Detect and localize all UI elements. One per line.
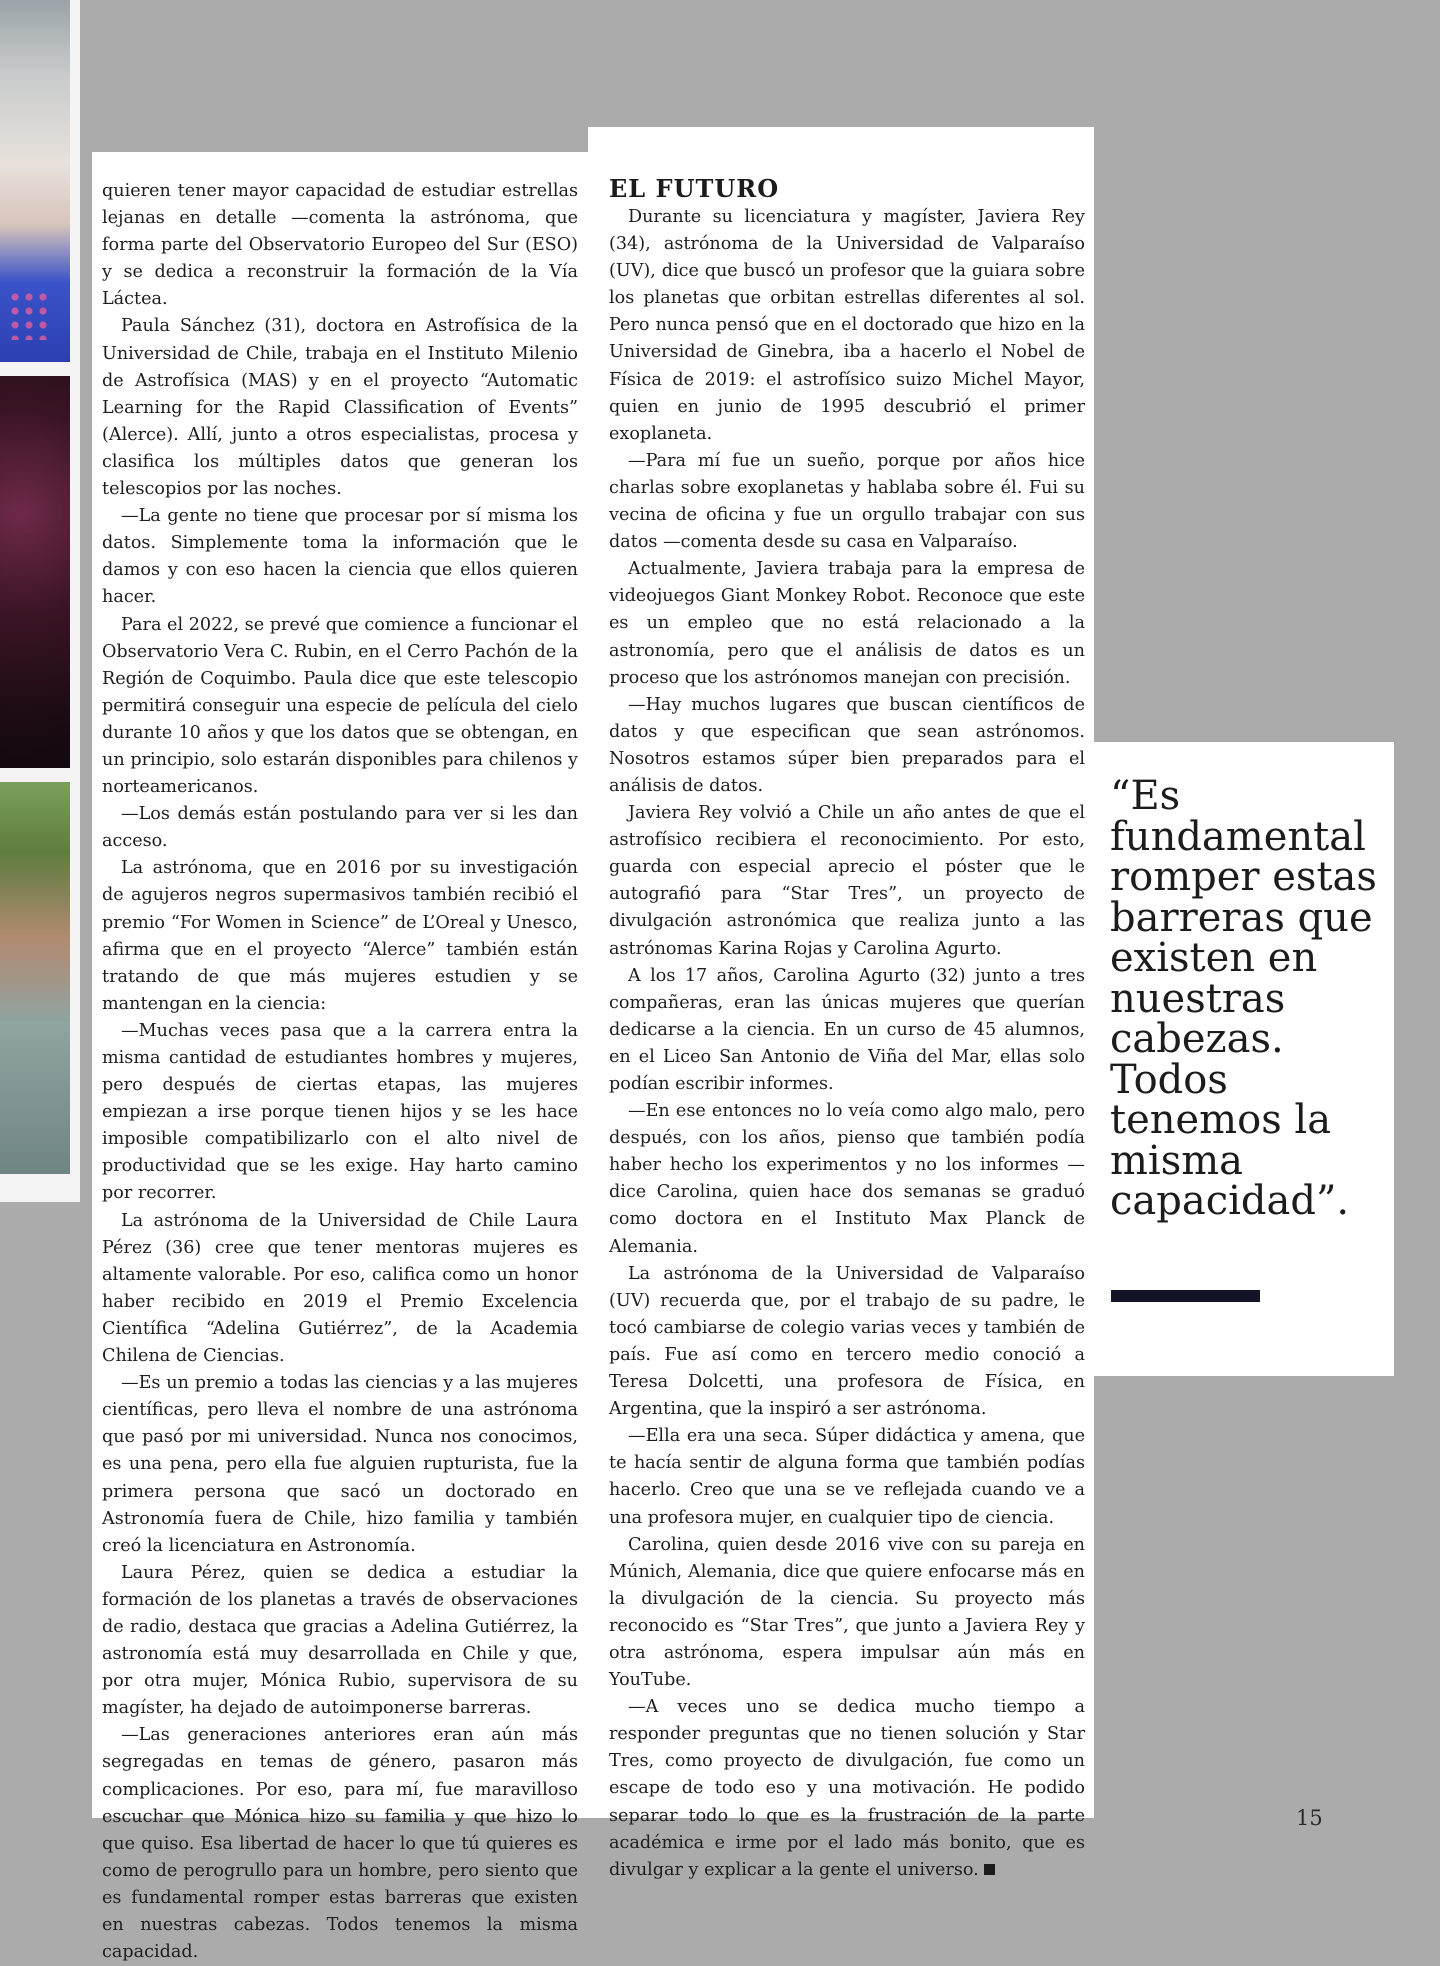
article-paragraph: La astrónoma, que en 2016 por su investigación de agujeros negros supermasivos también recibió el premio “For Women in Science” de L’Oreal y Unesco, afirma que en el proyecto “Alerce” también están tratando de que más mujeres estudien y se mantengan en la ciencia: <box>102 858 578 1014</box>
article-paragraph: La astrónoma de la Universidad de Chile Laura Pérez (36) cree que tener mentoras mujeres es altamente valorable. Por eso, califica como un honor haber recibido en 2019 el Premio Excelencia Científica “Adelina Gutiérrez”, de la Academia Chilena de Ciencias. <box>102 1210 578 1367</box>
article-paragraph: —Hay muchos lugares que buscan científicos de datos y que especifican que sean astrónomos. Nosotros estamos súper bien preparados para el análisis de datos. <box>609 694 1085 796</box>
photo-strip <box>0 0 80 1202</box>
article-paragraph: Laura Pérez, quien se dedica a estudiar la formación de los planetas a través de observaciones de radio, destaca que gracias a Adelina Gutiérrez, la astronomía está muy desarrollada en Chile y que, por otra mujer, Mónica Rubio, supervisora de su magíster, ha dejado de autoimponerse barreras. <box>102 1562 578 1719</box>
photo-bottom <box>0 782 70 1174</box>
article-paragraph: —Muchas veces pasa que a la carrera entra la misma cantidad de estudiantes hombres y mujeres, pero después de ciertas etapas, las mujeres empiezan a irse porque tienen hijos y se les hace imposible compatibilizarlo con el alto nivel de productividad que se les exige. Hay harto camino por recorrer. <box>102 1020 578 1204</box>
end-of-article-mark <box>984 1864 995 1875</box>
article-right-column <box>609 204 1085 1884</box>
article-paragraph: —Las generaciones anteriores eran aún más segregadas en temas de género, pasaron más complicaciones. Por eso, para mí, fue maravilloso escuchar que Mónica hizo su familia y que hizo lo que quiso. Esa libertad de hacer lo que tú quieres es como de perogrullo para un hombre, pero siento que es fundamental romper estas barreras que existen en nuestras cabezas. Todos tenemos la misma capacidad. <box>102 1725 578 1963</box>
article-left-column <box>102 178 578 1966</box>
article-paragraph: —A veces uno se dedica mucho tiempo a responder preguntas que no tienen solución y Star Tres, como proyecto de divulgación, fue como un escape de todo eso y una motivación. He podido separar todo lo que es la frustración de la parte académica e irme por el lado más bonito, que es divulgar y explicar a la gente el universo. <box>609 1697 1085 1880</box>
photo-top <box>0 0 70 362</box>
article-paragraph: Paula Sánchez (31), doctora en Astrofísica de la Universidad de Chile, trabaja en el Instituto Milenio de Astrofísica (MAS) y en el proyecto “Automatic Learning for the Rapid Classification of Events” (Alerce). Allí, junto a otros especialistas, procesa y clasifica los múltiples datos que generan los telescopios por las noches. <box>102 316 578 500</box>
article-paragraph: Para el 2022, se prevé que comience a funcionar el Observatorio Vera C. Rubin, en el Cerro Pachón de la Región de Coquimbo. Paula dice que este telescopio permitirá conseguir una especie de película del cielo durante 10 años y que los datos que se obtengan, en un principio, solo estarán disponibles para chilenos y norteamericanos. <box>102 614 578 798</box>
article-paragraph: —En ese entonces no lo veía como algo malo, pero después, con los años, pienso que también podía haber hecho los experimentos y no los informes —dice Carolina, quien hace dos semanas se graduó como doctora en el Instituto Max Planck de Alemania. <box>609 1101 1085 1257</box>
article-paragraph: —Ella era una seca. Súper didáctica y amena, que te hacía sentir de alguna forma que también podías hacerlo. Creo que una se ve reflejada cuando ve a una profesora mujer, en cualquier tipo de ciencia. <box>609 1426 1085 1528</box>
section-title: EL FUTURO <box>609 174 780 203</box>
article-paragraph: Durante su licenciatura y magíster, Javiera Rey (34), astrónoma de la Universidad de Valparaíso (UV), dice que buscó un profesor que la guiara sobre los planetas que orbitan estrellas diferentes al sol. Pero nunca pensó que en el doctorado que hizo en la Universidad de Ginebra, iba a hacerlo el Nobel de Física de 2019: el astrofísico suizo Michel Mayor, quien en junio de 1995 descubrió el primer exoplaneta. <box>609 207 1085 444</box>
photo-middle <box>0 376 70 768</box>
article-paragraph: —Los demás están postulando para ver si les dan acceso. <box>102 804 578 852</box>
article-paragraph: La astrónoma de la Universidad de Valparaíso (UV) recuerda que, por el trabajo de su padre, le tocó cambiarse de colegio varias veces y también de país. Fue así como en tercero medio conoció a Teresa Dolcetti, una profesora de Física, en Argentina, que la inspiró a ser astrónoma. <box>609 1263 1085 1420</box>
quote-underline-bar <box>1111 1290 1260 1302</box>
article-paragraph: Carolina, quien desde 2016 vive con su pareja en Múnich, Alemania, dice que quiere enfocarse más en la divulgación de la ciencia. Su proyecto más reconocido es “Star Tres”, que junto a Javiera Rey y otra astrónoma, espera impulsar aún más en YouTube. <box>609 1534 1085 1691</box>
pull-quote: “Es fundamental romper estas barreras que existen en nuestras cabezas. Todos tenemos la misma capacidad”. <box>1110 773 1377 1224</box>
page-number: 15 <box>1296 1806 1323 1830</box>
article-paragraph: Javiera Rey volvió a Chile un año antes de que el astrofísico recibiera el reconocimiento. Por esto, guarda con especial aprecio el póster que le autografió para “Star Tres”, un proyecto de divulgación astronómica que realiza junto a las astrónomas Karina Rojas y Carolina Agurto. <box>609 803 1085 959</box>
article-paragraph: Actualmente, Javiera trabaja para la empresa de videojuegos Giant Monkey Robot. Reconoce que este es un empleo que no está relacionado a la astronomía, pero que el análisis de datos es un proceso que los astrónomos manejan con precisión. <box>609 559 1085 688</box>
article-paragraph: —La gente no tiene que procesar por sí misma los datos. Simplemente toma la información que le damos y con eso hacen la ciencia que ellos quieren hacer. <box>102 506 578 608</box>
article-paragraph: A los 17 años, Carolina Agurto (32) junto a tres compañeras, eran las únicas mujeres que querían dedicarse a la ciencia. En un curso de 45 alumnos, en el Liceo San Antonio de Viña del Mar, ellas solo podían escribir informes. <box>609 965 1085 1094</box>
article-paragraph: quieren tener mayor capacidad de estudiar estrellas lejanas en detalle —comenta la astrónoma, que forma parte del Observatorio Europeo del Sur (ESO) y se dedica a reconstruir la formación de la Vía Láctea. <box>102 181 578 310</box>
article-paragraph: —Para mí fue un sueño, porque por años hice charlas sobre exoplanetas y hablaba sobre él. Fui su vecina de oficina y fue un orgullo trabajar con sus datos —comenta desde su casa en Valparaíso. <box>609 450 1085 553</box>
article-paragraph: —Es un premio a todas las ciencias y a las mujeres científicas, pero lleva el nombre de una astrónoma que pasó por mi universidad. Nunca nos conocimos, es una pena, pero ella fue alguien rupturista, fue la primera persona que sacó un doctorado en Astronomía fuera de Chile, hizo familia y también creó la licenciatura en Astronomía. <box>102 1373 578 1556</box>
